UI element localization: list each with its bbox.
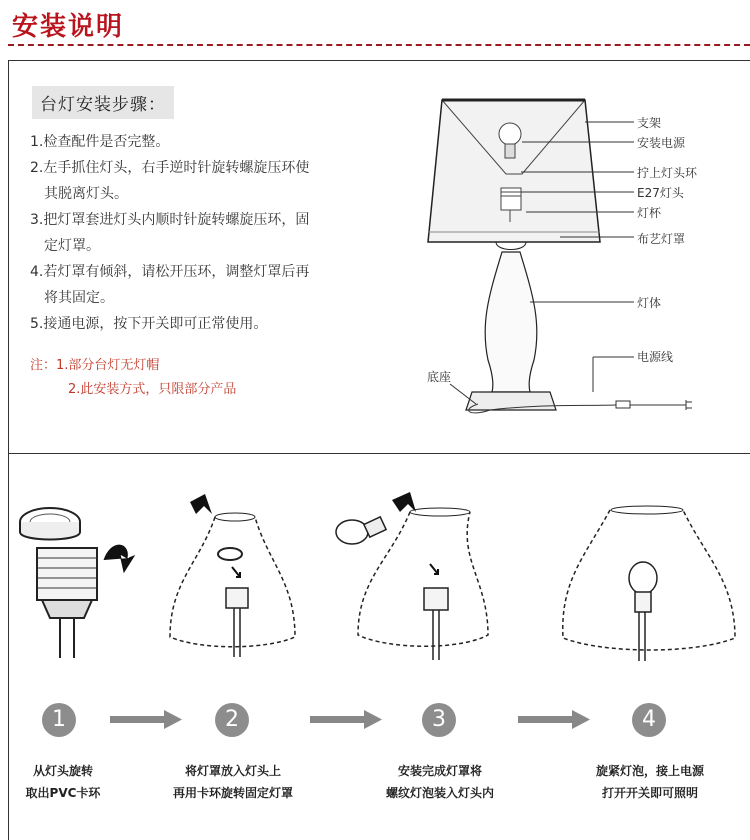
step-number-4: 4 xyxy=(632,703,666,737)
step-1-illustration xyxy=(12,498,137,658)
step-2-caption xyxy=(148,760,318,804)
step-2-caption-line2: 再用卡环旋转固定灯罩 xyxy=(172,786,293,800)
step-line-2-cont: 其脱离灯头。 xyxy=(44,186,128,202)
arrow-right-icon xyxy=(310,710,382,730)
step-1-caption-line1: 从灯头旋转 xyxy=(32,764,93,778)
step-1-caption xyxy=(0,760,148,804)
step-4-caption-line2: 打开开关即可照明 xyxy=(601,786,698,800)
step-2-illustration xyxy=(160,492,305,657)
step-line-5: 5.接通电源，按下开关即可正常使用。 xyxy=(30,316,268,332)
step-4-caption-line1: 旋紧灯泡，接上电源 xyxy=(595,764,704,778)
label-ring: 拧上灯头环 xyxy=(637,166,698,180)
step-line-2: 2.左手抓住灯头，右手逆时针旋转螺旋压环使 xyxy=(30,160,310,176)
label-bracket: 支架 xyxy=(637,116,662,130)
lamp-diagram xyxy=(410,92,740,427)
arrow-right-icon xyxy=(110,710,182,730)
label-body: 灯体 xyxy=(637,296,662,310)
step-number-2: 2 xyxy=(215,703,249,737)
page-title: 安装说明 xyxy=(12,12,125,42)
step-line-3: 3.把灯罩套进灯头内顺时针旋转螺旋压环，固 xyxy=(30,212,310,228)
step-line-1: 1.检查配件是否完整。 xyxy=(30,134,170,150)
step-line-4-cont: 将其固定。 xyxy=(44,290,114,306)
step-1-caption-line2: 取出PVC卡环 xyxy=(25,786,101,800)
label-cord: 电源线 xyxy=(637,350,674,364)
steps-title: 台灯安装步骤： xyxy=(32,86,174,119)
step-4-caption xyxy=(565,760,735,804)
label-shade: 布艺灯罩 xyxy=(637,232,686,246)
label-cup: 灯杯 xyxy=(637,206,662,220)
step-3-caption-line2: 螺纹灯泡装入灯头内 xyxy=(385,786,494,800)
step-3-caption-line1: 安装完成灯罩将 xyxy=(397,764,482,778)
note-1: 注：1.部分台灯无灯帽 xyxy=(30,358,160,373)
note-2: 2.此安装方式，只限部分产品 xyxy=(68,382,237,397)
step-number-1: 1 xyxy=(42,703,76,737)
arrow-right-icon xyxy=(518,710,590,730)
header-divider xyxy=(8,44,750,46)
label-socket: E27灯头 xyxy=(637,186,684,200)
label-base: 底座 xyxy=(427,370,452,384)
step-line-3-cont: 定灯罩。 xyxy=(44,238,100,254)
step-3-illustration xyxy=(330,490,490,660)
step-line-4: 4.若灯罩有倾斜，请松开压环，调整灯罩后再 xyxy=(30,264,310,280)
label-bulb: 安装电源 xyxy=(637,136,686,150)
step-number-3: 3 xyxy=(422,703,456,737)
step-3-caption xyxy=(355,760,525,804)
step-2-caption-line1: 将灯罩放入灯头上 xyxy=(184,764,281,778)
step-4-illustration xyxy=(555,496,740,661)
